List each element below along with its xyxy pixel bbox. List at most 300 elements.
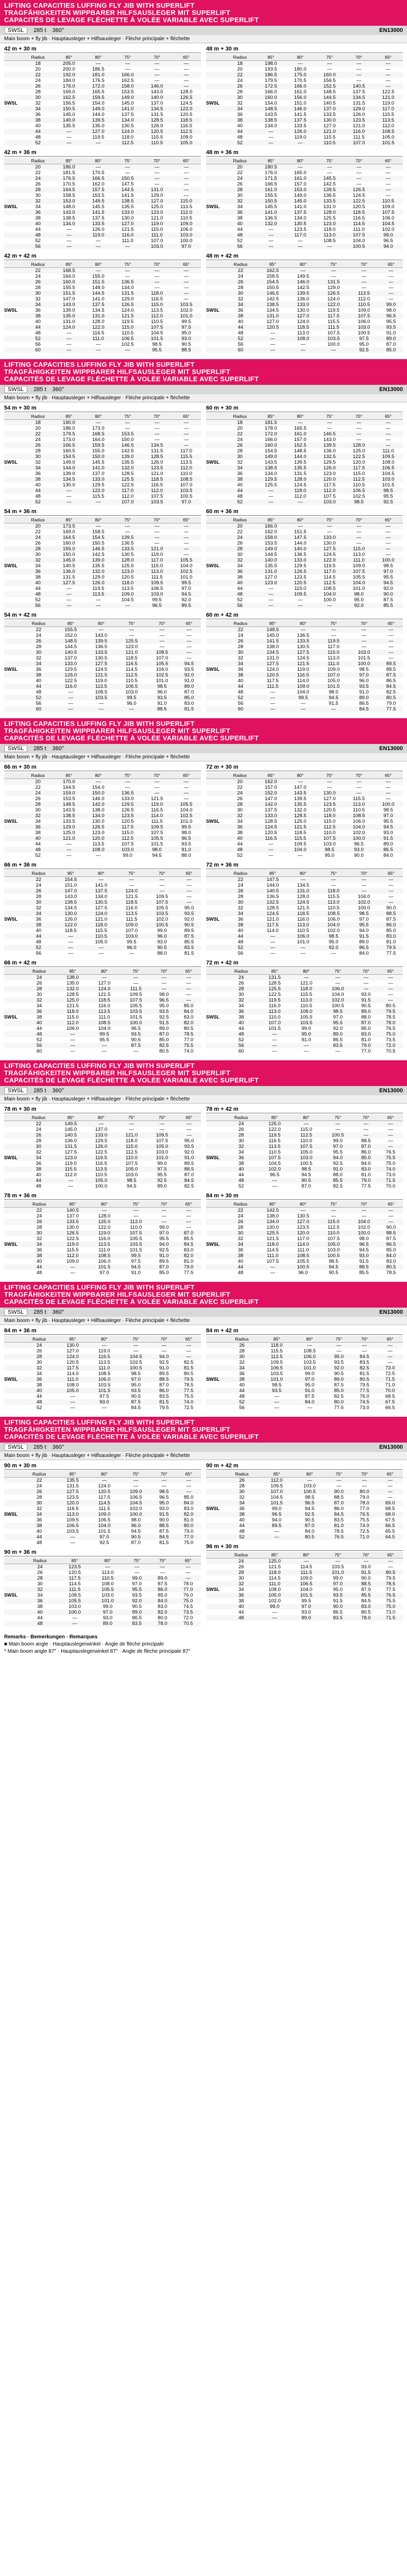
table-row [4,586,201,591]
row-config-label [206,1264,224,1270]
row-config-label: SWSL [4,204,18,209]
table-cell: — [331,1213,336,1219]
table-cell: 84.5 [349,706,379,712]
row-config-label [206,546,224,552]
table-cell: — [151,975,176,981]
table-cell: 124.5 [256,824,285,830]
table-row [206,232,403,238]
table-cell: 89.0 [359,939,369,945]
table-cell: — [335,1048,341,1054]
table-cell: 48 [224,232,256,238]
table-row [206,244,403,249]
left-column [4,1106,201,1279]
table-cell: 133.5 [83,221,113,227]
row-config-label [206,1570,224,1575]
table-cell: 44 [36,1026,42,1031]
table-row [4,813,201,819]
table-cell: 97.0 [359,917,369,922]
table-cell: 22 [224,1208,258,1214]
table-cell: 160.0 [315,72,344,78]
table-cell: 40 [238,1259,244,1264]
table-row [206,695,403,701]
table-cell: 137.0 [150,100,163,106]
table-cell: 116.5 [66,1506,79,1512]
config-bar [0,1308,407,1317]
table-cell: 109.5 [156,894,168,900]
row-config-label [206,796,224,802]
table-cell: — [56,695,86,701]
header-cell: 85° [54,517,83,523]
header-cell: 70° [142,517,172,523]
table-cell: — [300,951,306,956]
row-config-label [4,1219,22,1225]
block-title: 78 m + 30 m [4,1106,201,1113]
row-config-label [206,905,224,911]
table-cell: 115.5 [300,992,312,997]
table-cell: 105.5 [129,1236,142,1242]
table-row [206,61,403,67]
row-config-label [4,1570,22,1575]
table-cell: 98.5 [383,807,393,813]
table-cell: 135.5 [285,465,315,471]
table-row [4,1343,201,1349]
block-title: 84 m + 36 m [4,1327,201,1335]
table-cell: — [385,785,391,790]
table-cell: 40 [224,836,256,841]
table-cell: 93.5 [260,1388,293,1394]
table-row [4,523,201,530]
table-cell: 143.0 [54,210,83,215]
table-cell: 136.5 [95,644,108,650]
table-cell: 139.0 [113,454,142,460]
block-title: 60 m + 36 m [206,508,403,516]
table-cell: 94.0 [374,244,403,249]
table-cell: 107.0 [344,140,374,146]
table-cell: 118.0 [122,134,134,140]
table-cell: — [56,934,86,939]
table-cell: 129.5 [95,1138,108,1144]
table-cell: 79.5 [159,1405,169,1411]
table-cell: 118.0 [125,1138,138,1144]
table-cell: 123.0 [142,210,172,215]
table-cell: 128.0 [92,319,105,325]
table-cell: 114.0 [297,678,309,684]
capacity-block [4,612,201,712]
table-cell: 34 [224,1500,260,1506]
table-cell: 95.5 [124,1587,150,1592]
row-config-label [4,187,22,193]
table-cell: 105.5 [300,1014,313,1020]
header-cell: 65° [374,413,403,420]
table-cell: 134.0 [113,117,142,123]
table-row [4,106,201,112]
table-cell: 141.0 [95,883,108,888]
table-cell: 115.5 [324,134,336,140]
table-cell: 77.5 [361,1183,371,1189]
table-row [206,1264,403,1270]
capacity-section [0,359,407,718]
table-cell: 79.5 [385,1575,396,1581]
table-cell: 84.5 [131,1405,141,1411]
table-cell: 77.0 [176,1534,201,1540]
table-cell: 26 [224,1343,260,1349]
table-cell: — [258,934,288,939]
table-cell: — [260,1534,293,1540]
table-cell: 149.5 [83,198,113,204]
table-header-row [206,413,403,420]
table-cell: 97.0 [181,586,191,591]
table-cell: 117.5 [258,922,288,928]
table-cell: 124.0 [98,1483,111,1489]
table-cell: 90.0 [374,591,403,597]
table-row [4,279,201,285]
table-cell: 166.5 [83,176,113,181]
table-cell: 26 [35,181,41,187]
table-row [206,655,403,661]
table-cell: 145.0 [266,633,279,638]
row-config-label [206,488,224,494]
table-row [4,557,201,563]
row-config-label [206,129,224,134]
table-cell: 101.0 [147,1155,177,1161]
table-cell: 81.0 [183,1259,194,1264]
table-cell: 111.0 [318,661,349,667]
table-cell: 110.5 [122,330,134,336]
table-cell: 124.0 [86,911,116,917]
header-cell: 80° [83,158,113,164]
row-config-label [4,134,22,140]
table-cell: 117.5 [324,482,336,488]
table-cell: 36 [22,824,54,830]
table-cell: 139.5 [315,443,344,448]
table-cell: — [268,134,274,140]
row-config-label: SWSL [4,100,18,106]
capacity-block [206,404,403,505]
row-config-label [4,535,22,540]
table-cell: — [297,597,303,603]
row-config-label [4,1259,22,1264]
table-cell: 143.5 [264,460,277,465]
table-row [206,591,403,597]
row-config-label [4,330,22,336]
table-cell: 130.0 [62,482,75,488]
table-cell: — [72,1615,77,1621]
table-header-row [4,968,201,975]
capacity-badge: 285 t [33,27,46,33]
table-cell: 107.0 [150,238,163,244]
table-cell: 34 [224,1242,258,1247]
table-cell: 112.5 [315,824,344,830]
table-row [4,347,201,353]
table-cell: 118.5 [142,477,172,482]
header-cell: 85° [57,1336,88,1343]
row-config-label [4,1517,22,1523]
table-cell: 96.5 [172,836,201,841]
table-cell: — [66,227,72,232]
table-cell: 139.5 [113,535,142,540]
row-config-label [206,586,224,591]
table-cell: 110.5 [297,928,309,934]
table-cell: 114.5 [324,574,336,580]
table-header-row [206,870,403,877]
table-cell: 107.0 [318,672,349,678]
table-cell: 113.0 [259,1009,290,1014]
table-cell: 75.0 [378,1031,403,1037]
row-config-label [206,176,224,181]
table-cell: 83.5 [159,1394,169,1399]
row-config-label: SWSL [4,308,18,313]
table-row [206,1242,403,1247]
table-cell: 104.5 [374,221,403,227]
table-cell: 30 [224,95,256,100]
table-cell: 83.0 [183,1247,194,1253]
table-cell: 104.0 [285,847,315,853]
table-row [206,945,403,951]
header-cell: 85° [259,1552,290,1558]
table-cell: 86.5 [132,1615,142,1621]
table-cell: 56 [22,1043,57,1048]
table-cell: 89.5 [260,1523,293,1529]
table-cell: 115.5 [327,319,340,325]
table-cell: 126.5 [285,569,315,574]
table-cell: — [270,939,276,945]
table-cell: 81.5 [177,706,201,712]
table-cell: 134.0 [294,215,307,221]
table-cell: 158.5 [62,193,75,198]
table-cell: 104.5 [121,597,134,603]
table-cell: 111.5 [151,819,163,824]
table-cell: 101.0 [293,1365,326,1371]
table-cell: 109.5 [147,1132,177,1138]
row-config-label [206,1270,224,1276]
table-row [4,187,201,193]
table-cell: 26 [224,279,258,285]
table-cell: — [68,939,74,945]
table-cell: 141.0 [83,465,113,471]
table-cell: 84.0 [293,1399,326,1405]
block-title: 66 m + 42 m [4,959,201,967]
table-cell: 44 [22,1264,57,1270]
header-cell: 85° [256,772,285,779]
row-config-label [4,117,22,123]
table-cell: 107.5 [266,1259,279,1264]
table-row [4,591,201,597]
table-cell: 26 [22,443,54,448]
header-cell: 80° [285,517,315,523]
table-cell: 44 [22,1178,56,1183]
table-row [206,198,403,204]
table-row [4,1264,201,1270]
table-cell: — [288,706,318,712]
table-cell: 85.0 [326,1388,352,1394]
table-cell: 36 [22,1377,57,1382]
table-cell: 137.5 [83,302,113,308]
row-config-label [206,934,224,939]
table-row [206,597,403,603]
table-cell: 26 [22,1219,57,1225]
table-cell: — [259,1178,290,1183]
table-cell: — [68,1183,74,1189]
table-cell: 88.5 [361,1138,371,1144]
table-cell: 128.5 [264,819,277,824]
table-cell: — [356,170,362,176]
table-cell: 119.5 [92,586,105,591]
table-cell: 144.0 [266,883,279,888]
table-cell: 130.0 [323,540,336,546]
table-cell: 26 [22,83,54,89]
row-config-label [4,689,22,695]
table-cell: 84.5 [326,1512,352,1517]
table-cell: 44 [237,586,243,591]
table-cell: 80.5 [385,1003,396,1009]
table-cell: 164.5 [62,785,75,790]
table-cell: 38 [22,672,56,678]
table-cell: 48 [22,847,54,853]
row-config-label [206,853,224,858]
table-cell: 124.5 [294,482,307,488]
table-cell: 140.5 [344,83,374,89]
table-row [206,900,403,905]
header-cell: 65° [172,517,201,523]
table-cell: — [83,140,113,146]
table-cell: 118.0 [113,580,142,586]
table-cell: 126.0 [150,123,163,129]
row-config-label [206,1213,224,1219]
table-cell: 138.5 [113,198,142,204]
table-cell: 92.0 [177,672,201,678]
table-cell: 140.0 [54,117,83,123]
table-cell: 137.0 [64,655,77,661]
table-cell: 124.5 [323,552,336,557]
header-cell: 80° [83,517,113,523]
table-cell: — [154,66,160,72]
table-cell: — [172,176,201,181]
table-cell: 32 [22,813,54,819]
table-cell: 145.0 [54,557,83,563]
table-cell: 166.0 [256,523,285,530]
header-cell: 65° [379,870,403,877]
table-row [4,678,201,684]
table-row [206,1377,403,1382]
table-cell: 48 [224,1031,259,1037]
table-cell: 97.0 [91,1609,124,1615]
table-cell: — [129,883,134,888]
table-cell: 90.5 [177,922,201,928]
row-config-label [206,1348,224,1354]
table-cell: 121.0 [150,215,163,221]
table-cell: 100.0 [180,238,193,244]
table-cell: 74.0 [352,1523,378,1529]
table-row [206,72,403,78]
table-cell: 99.5 [172,580,201,586]
header-cell: 85° [54,54,83,61]
table-cell: 180.0 [294,66,307,72]
row-config-label [4,313,22,319]
capacity-block [206,1192,403,1276]
table-cell: 99.5 [152,597,162,603]
table-cell: 26 [238,1127,244,1132]
table-cell: 115.0 [172,198,201,204]
table-cell: 150.5 [266,285,279,291]
table-cell: 78.0 [378,1020,403,1026]
table-row [206,1478,403,1484]
table-cell: 32 [22,1587,58,1592]
table-cell: — [363,980,369,986]
table-cell: 149.0 [62,460,75,465]
table-cell: 113.5 [83,591,113,597]
table-cell: 96.0 [127,701,137,706]
header-cell: 80° [288,870,318,877]
table-cell: — [353,1121,378,1127]
header-cell: 75° [113,54,142,61]
table-cell: — [344,176,374,181]
row-config-label [206,706,224,712]
table-cell: 123.0 [256,580,285,586]
standard-code: EN13000 [379,386,403,393]
row-config-label [4,342,22,347]
row-config-label [206,1592,224,1598]
capacity-block [4,149,201,249]
table-cell: 89.0 [157,1183,167,1189]
table-cell: 98.5 [344,499,374,505]
table-cell: 68.5 [385,1394,395,1399]
table-cell: 107.5 [121,841,134,847]
table-cell: 36 [36,1247,42,1253]
row-config-label: SWSL [206,1587,219,1592]
table-row [206,1371,403,1377]
table-cell: 125.5 [113,477,142,482]
table-cell: 106.0 [327,917,340,922]
table-cell: 98.5 [315,847,344,853]
table-cell: 130.5 [86,900,116,905]
table-cell: 52 [224,499,256,505]
table-cell: — [258,706,288,712]
table-cell: 83.0 [183,1014,194,1020]
header-cell: 80° [285,158,315,164]
section-subheader: Main boom + fly jib · Hauptausleger + Hilfsausleger · Flèche principale + fléchette [0,1317,407,1325]
table-cell: 87.0 [184,1172,194,1178]
capacity-block [4,508,201,608]
table-cell: 36 [224,824,256,830]
table-row [206,1225,403,1230]
table-cell: 113.0 [353,552,365,557]
table-cell: 136.0 [54,569,83,574]
table-cell: — [274,1394,279,1399]
table-cell: 95.5 [383,819,393,824]
row-config-label [206,210,224,215]
table-cell: 72.5 [360,1529,369,1534]
row-config-label [4,824,22,830]
table-cell: 95.5 [159,1236,169,1242]
table-cell: 44 [224,934,258,939]
table-cell: 98.0 [181,830,191,836]
table-cell: 104.0 [315,591,344,597]
table-cell: 18 [22,61,54,67]
table-row [206,268,403,274]
table-cell: 133.0 [121,796,134,802]
table-cell: 87.0 [131,1540,141,1546]
table-row [206,830,403,836]
table-cell: — [183,426,189,431]
row-config-label: SWSL [4,1242,22,1247]
table-cell: 72.0 [183,1615,193,1621]
table-cell: 139.5 [288,291,318,296]
table-row [206,1236,403,1242]
table-cell: 40 [35,319,41,325]
row-config-label [4,523,22,530]
header-cell: 70° [349,1201,379,1208]
table-row [4,83,201,89]
